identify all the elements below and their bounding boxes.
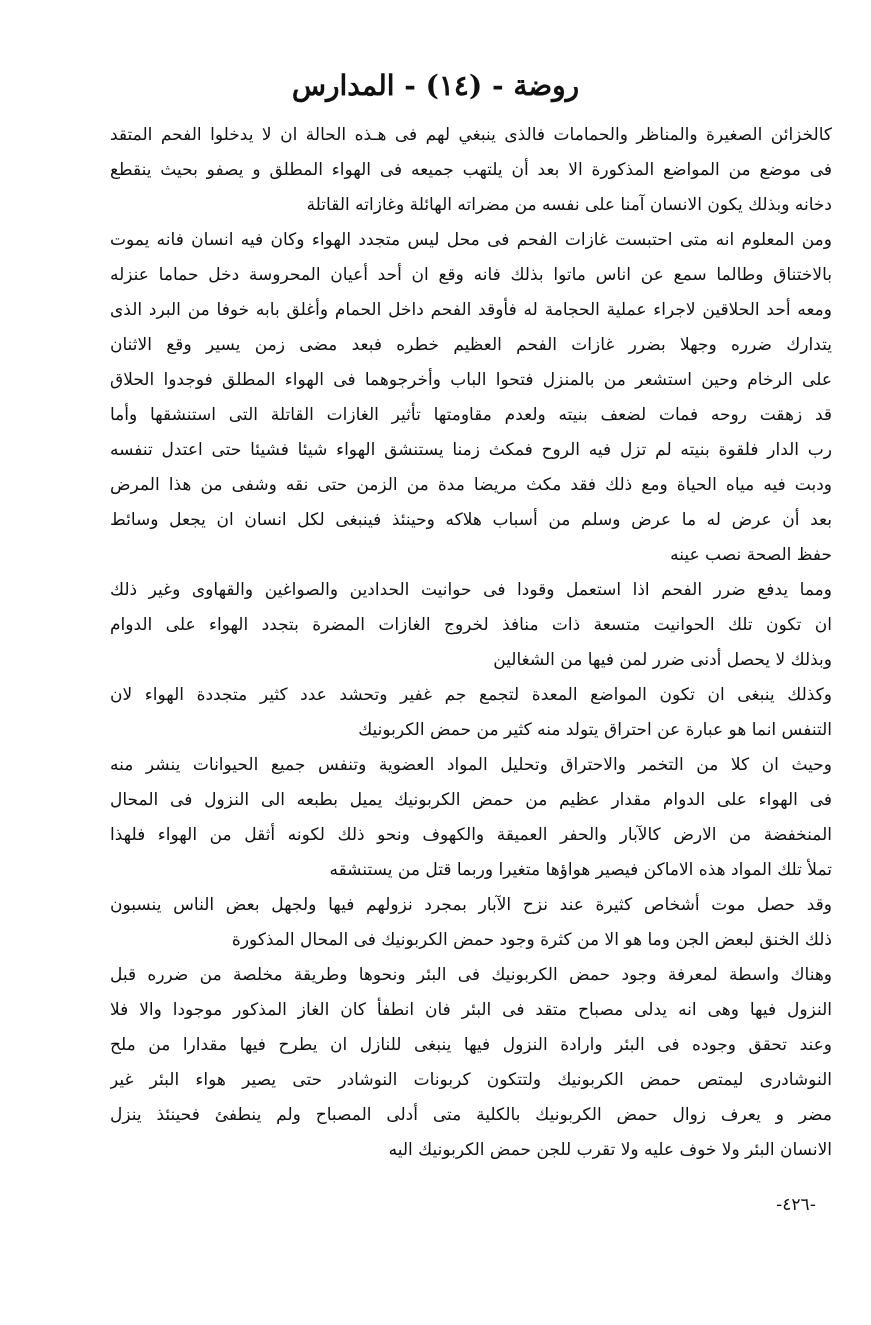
text-line-17: وكذلك ينبغى ان تكون المواضع المعدة لتجمع جم غفير وتحشد عدد كثير متجددة الهواء لان — [110, 685, 832, 705]
text-line-10: رب الدار فلقوة بنيته لم تزل فيه الروح فمكث زمنا يستنشق الهواء شيئا فشيئا حتى اعتدل تنفسه — [110, 440, 832, 460]
text-line-15: ان تكون تلك الحوانيت متسعة ذات منافذ لخروج الغازات المضرة بتجدد الهواء على الدوام — [110, 615, 832, 635]
text-line-11: ودبت فيه مياه الحياة ومع ذلك فقد مكث مريضا مدة من الزمن حتى نقه وشفى من هذا المرض — [110, 475, 832, 495]
text-line-8: على الرخام وحين استشعر من بالمنزل فتحوا الباب وأخرجوهما فى الهواء المطلق فوجدوا الحلاق — [110, 370, 832, 390]
text-line-2: فى موضع من المواضع المذكورة الا بعد أن يلتهب جميعه فى الهواء المطلق و يصفو بحيث ينقطع — [110, 160, 832, 180]
text-line-3: دخانه وبذلك يكون الانسان آمنا على نفسه من مضراته الهائلة وغازاته القاتلة — [306, 195, 832, 215]
text-line-28: النوشادرى ليمتص حمض الكربونيك ولتتكون كربونات النوشادر حتى يصير هواء البئر غير — [110, 1070, 832, 1090]
text-line-22: تملأ تلك المواد هذه الاماكن فيصير هواؤها متغيرا وربما قتل من يستنشقه — [329, 860, 832, 880]
text-line-25: وهناك واسطة لمعرفة وجود حمض الكربونيك فى البئر ونحوها وطريقة مخلصة من ضرره قبل — [110, 965, 832, 985]
body-text — [110, 118, 832, 1168]
text-line-30: الانسان البئر ولا خوف عليه ولا تقرب للجن حمض الكربونيك اليه — [388, 1140, 832, 1160]
text-line-20: فى الهواء على الدوام مقدار عظيم من حمض الكربونيك يميل بطبعه الى النزول فى المحال — [110, 790, 832, 810]
text-line-1: كالخزائن الصغيرة والمناظر والحمامات فالذى ينبغي لهم فى هـذه الحالة ان لا يدخلوا الفحم المتقد — [110, 125, 832, 145]
page-title: روضة - (١٤) - المدارس — [291, 69, 580, 102]
text-line-16: وبذلك لا يحصل أدنى ضرر لمن فيها من الشغالين — [493, 650, 832, 670]
text-line-27: وعند تحقق وجوده فى البئر وارادة النزول فيها ينبغى للنازل ان يطرح فيها مقدارا من ملح — [110, 1035, 832, 1055]
text-line-21: المنخفضة من الارض كالآبار والحفر العميقة والكهوف ونحو ذلك لكونه أثقل من الهواء فلهذا — [110, 825, 832, 845]
text-line-5: بالاختناق وطالما سمع عن اناس ماتوا بذلك فانه وقع ان أحد أعيان المحروسة دخل حماما عنزله — [110, 265, 832, 285]
text-line-6: ومعه أحد الحلاقين لاجراء عملية الحجامة له فأوقد الفحم داخل الحمام وأغلق بابه خوفا من البرد الذى — [110, 300, 832, 320]
text-line-12: بعد أن عرض له ما عرض وسلم من أسباب هلاكه وحينئذ فينبغى لكل انسان ان يجعل وسائط — [110, 510, 832, 530]
text-line-19: وحيث ان كلا من التخمر والاحتراق وتحليل المواد العضوية وتنفس جميع الحيوانات ينشر منه — [110, 755, 832, 775]
text-line-13: حفظ الصحة نصب عينه — [670, 545, 832, 565]
page-number: -٤٢٦- — [776, 1195, 816, 1215]
text-line-18: التنفس انما هو عبارة عن احتراق يتولد منه كثير من حمض الكربونيك — [358, 720, 832, 740]
text-line-23: وقد حصل موت أشخاص كثيرة عند نزح الآبار بمجرد نزولهم فيها ولجهل بعض الناس ينسبون — [110, 895, 832, 915]
text-line-24: ذلك الخنق لبعض الجن وما هو الا من كثرة وجود حمض الكربونيك فى المحال المذكورة — [231, 930, 832, 950]
text-line-4: ومن المعلوم انه متى احتبست غازات الفحم فى محل ليس متجدد الهواء وكان فيه انسان فانه يموت — [110, 230, 832, 250]
text-line-14: ومما يدفع ضرر الفحم اذا استعمل وقودا فى حوانيت الحدادين والصواغين والقهاوى وغير ذلك — [110, 580, 832, 600]
text-line-9: قد زهقت روحه فمات لضعف بنيته ولعدم مقاومتها تأثير الغازات القاتلة التى استنشقها وأما — [110, 405, 832, 425]
text-line-7: يتدارك ضرره وجهلا بضرر غازات الفحم العظيم خطره فبعد مضى زمن يسير وقع الاثنان — [110, 335, 832, 355]
text-line-29: مضر و يعرف زوال حمض الكربونيك بالكلية متى أدلى المصباح ولم ينطفئ فحينئذ ينزل — [110, 1105, 832, 1125]
text-line-26: النزول فيها وهى انه يدلى مصباح متقد فى البئر فان انطفأ كان الغاز المذكور موجودا والا فلا — [110, 1000, 832, 1020]
